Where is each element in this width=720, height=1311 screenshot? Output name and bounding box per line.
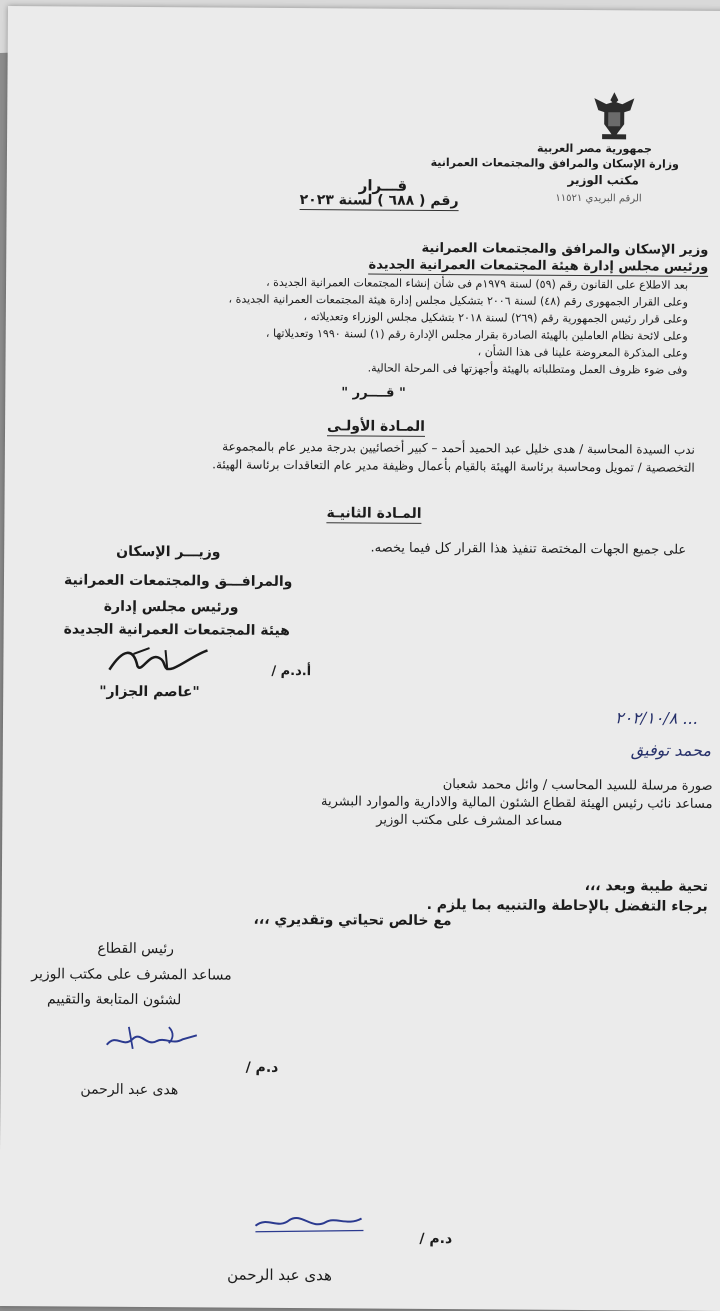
issuer-line2: ورئيس مجلس إدارة هيئة المجتمعات العمرانية الجديدة (368, 257, 709, 275)
sector-head-degree: د.م / (245, 1059, 279, 1076)
header-office: مكتب الوزير (567, 172, 639, 188)
article1-line1: ندب السيدة المحاسبة / هدى خليل عبد الحميد أحمد – كبير أخصائيين بدرجة مدير عام بالمجموعة (222, 439, 695, 457)
decided-heading: " قــــرر " (341, 385, 406, 401)
footer-degree: د.م / (419, 1230, 453, 1248)
decree-title: قـــرار (358, 176, 408, 195)
article1-title: المـادة الأولـى (327, 418, 426, 435)
preamble-line-6: وفى ضوء ظروف العمل ومتطلباته بالهيئة وأجهزتها فى المرحلة الحالية. (367, 361, 688, 377)
document-page (0, 6, 720, 1311)
minister-title-line3: ورئيس مجلس إدارة (103, 598, 239, 616)
minister-signature-scribble (103, 640, 213, 681)
preamble-line-2: وعلى القرار الجمهورى رقم (٤٨) لسنة ٢٠٠٦ بتشكيل مجلس إدارة هيئة المجتمعات العمرانية الجديدة ، (228, 292, 688, 309)
header-postal-code: الرقم البريدي ١١٥٢١ (555, 192, 642, 205)
minister-title-line1: وزيـــر الإسكان (116, 543, 221, 561)
sector-head-title: رئيس القطاع (97, 940, 175, 958)
header-country: جمهورية مصر العربية (536, 141, 653, 156)
footer-name: هدى عبد الرحمن (227, 1265, 333, 1285)
copy-note-line1: صورة مرسلة للسيد المحاسب / وائل محمد شعبان (442, 777, 713, 794)
article2-title: المـادة الثانيـة (326, 505, 422, 522)
copy-note-line3: مساعد المشرف على مكتب الوزير (376, 812, 563, 829)
header-ministry: وزارة الإسكان والمرافق والمجتمعات العمرانية (430, 155, 679, 171)
sector-head-name: هدى عبد الرحمن (80, 1081, 179, 1099)
sector-head-department: لشئون المتابعة والتقييم (47, 991, 182, 1009)
minister-title-line4: هيئة المجتمعات العمرانية الجديدة (63, 621, 290, 639)
minister-title-line2: والمرافـــق والمجتمعات العمرانية (63, 572, 293, 590)
preamble-line-1: بعد الاطلاع على القانون رقم (٥٩) لسنة ١٩٧٩م فى شأن إنشاء المجتمعات العمرانية الجديدة ، (266, 275, 689, 292)
eagle-emblem-icon (592, 88, 636, 142)
article2-line1: على جميع الجهات المختصة تنفيذ هذا القرار كل فيما يخصه. (370, 540, 687, 558)
handwritten-date: ٢٠٢/١٠/٨ ... (614, 708, 698, 728)
sector-head-role: مساعد المشرف على مكتب الوزير (31, 966, 232, 984)
handwritten-name: محمد توفيق (630, 740, 712, 760)
greeting-line1: تحية طيبة وبعد ،،، (584, 878, 708, 895)
copy-note-line2: مساعد نائب رئيس الهيئة لقطاع الشئون المالية والادارية والموارد البشرية (321, 794, 713, 812)
article1-line2: التخصصية / تمويل ومحاسبة برئاسة الهيئة بالقيام بأعمال وظيفة مدير عام التعاقدات برئاسة الهيئة. (212, 457, 695, 475)
minister-name: "عاصم الجزار" (99, 683, 200, 701)
minister-degree: أ.د.م / (271, 663, 312, 680)
greeting-line3: مع خالص تحياتي وتقديري ،،، (253, 911, 452, 930)
issuer-line1: وزير الإسكان والمرافق والمجتمعات العمرانية (421, 240, 709, 258)
preamble-line-5: وعلى المذكرة المعروضة علينا فى هذا الشأن ، (477, 345, 688, 360)
footer-handwriting-scribble (249, 1208, 369, 1237)
preamble-line-3: وعلى قرار رئيس الجمهورية رقم (٢٦٩) لسنة ٢٠١٨ بتشكيل مجلس الوزراء وتعديلاته ، (303, 310, 688, 326)
preamble-line-4: وعلى لائحة نظام العاملين بالهيئة الصادرة بقرار مجلس الإدارة رقم (١) لسنة ١٩٩٠ وتعديلاتها ، (265, 326, 688, 343)
sector-head-signature-scribble (99, 1019, 209, 1060)
decree-number: رقم ( ٦٨٨ ) لسنة ٢٠٢٣ (299, 192, 459, 210)
greeting-line2: برجاء التفضل بالإحاطة والتنبيه بما يلزم . (426, 896, 708, 915)
